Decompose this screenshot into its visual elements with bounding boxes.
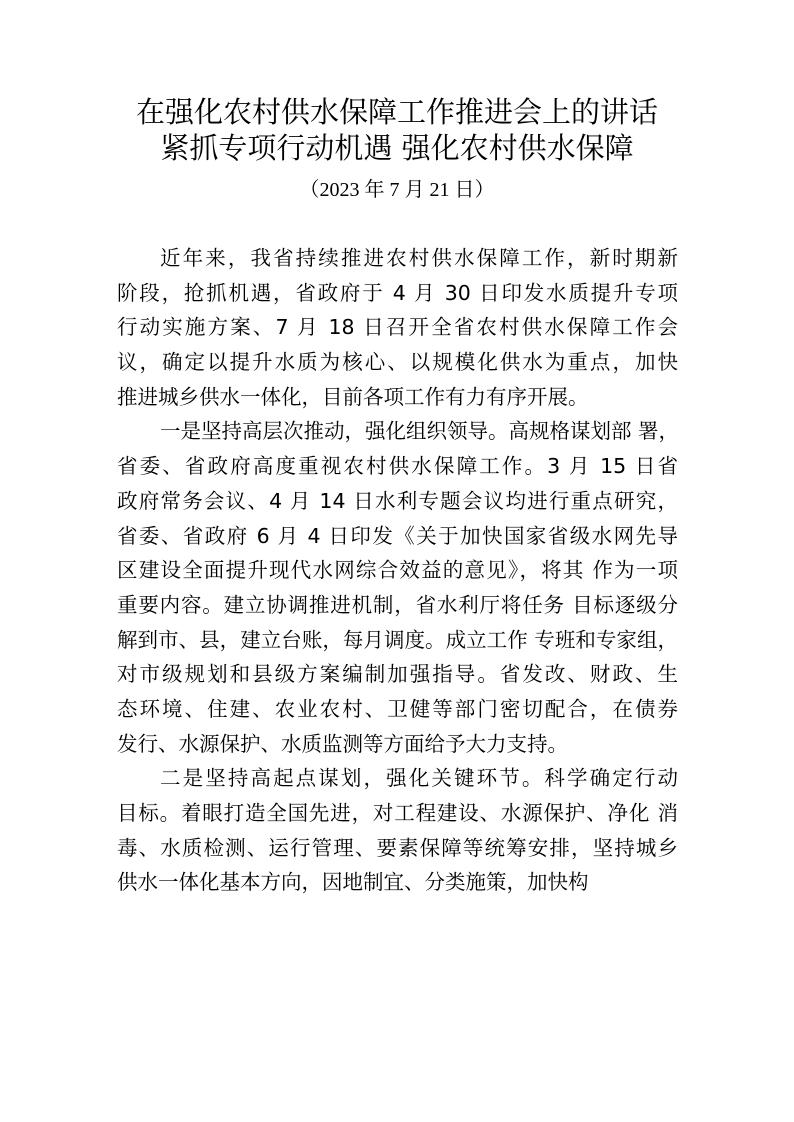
document-date: （2023 年 7 月 21 日）: [299, 179, 495, 201]
text-line: 二是坚持高起点谋划，强化关键环节。科学确定行动: [160, 766, 678, 791]
text-line: 近年来，我省持续推进农村供水保障工作，新时期新: [160, 246, 678, 270]
text-line: 省委、省政府高度重视农村供水保障工作。3 月 15 日省: [117, 454, 678, 479]
text-line: 推进城乡供水一体化，目前各项工作有力有序开展。: [117, 384, 589, 409]
paragraph-one: [117, 414, 678, 761]
text-line: 阶段，抢抓机遇，省政府于 4 月 30 日印发水质提升专项: [117, 280, 678, 305]
text-line: 议，确定以提升水质为核心、以规模化供水为重点，加快: [117, 350, 678, 375]
text-line: 重要内容。建立协调推进机制，省水利厅将任务 目标逐级分: [117, 592, 678, 617]
text-line: 目标。着眼打造全国先进，对工程建设、水源保护、净化 消: [117, 801, 678, 825]
text-line: 区建设全面提升现代水网综合效益的意见》，将其 作为一项: [117, 558, 678, 583]
text-line: 省委、省政府 6 月 4 日印发《关于加快国家省级水网先导: [117, 523, 678, 548]
document-subtitle: 紧抓专项行动机遇 强化农村供水保障: [160, 131, 634, 165]
text-line: 解到市、县，建立台账，每月调度。成立工作 专班和专家组，: [117, 627, 678, 652]
text-line: 政府常务会议、4 月 14 日水利专题会议均进行重点研究，: [117, 488, 678, 513]
document-title: 在强化农村供水保障工作推进会上的讲话: [135, 95, 658, 129]
text-line: 发行、水源保护、水质监测等方面给予大力支持。: [117, 731, 568, 756]
text-line: 供水一体化基本方向，因地制宜、分类施策，加快构: [117, 870, 589, 895]
text-line: 态环境、住建、农业农村、卫健等部门密切配合，在债券: [117, 696, 678, 721]
text-line: 行动实施方案、7 月 18 日召开全省农村供水保障工作会: [117, 315, 678, 340]
paragraph-intro: [117, 241, 678, 414]
document-body: [117, 241, 678, 900]
text-line: 一是坚持高层次推动，强化组织领导。高规格谋划部 署，: [160, 419, 680, 444]
text-line: 对市级规划和县级方案编制加强指导。省发改、财政、生: [117, 662, 678, 687]
text-line: 毒、水质检测、运行管理、要素保障等统筹安排，坚持城乡: [117, 835, 678, 860]
paragraph-two: [117, 761, 678, 900]
